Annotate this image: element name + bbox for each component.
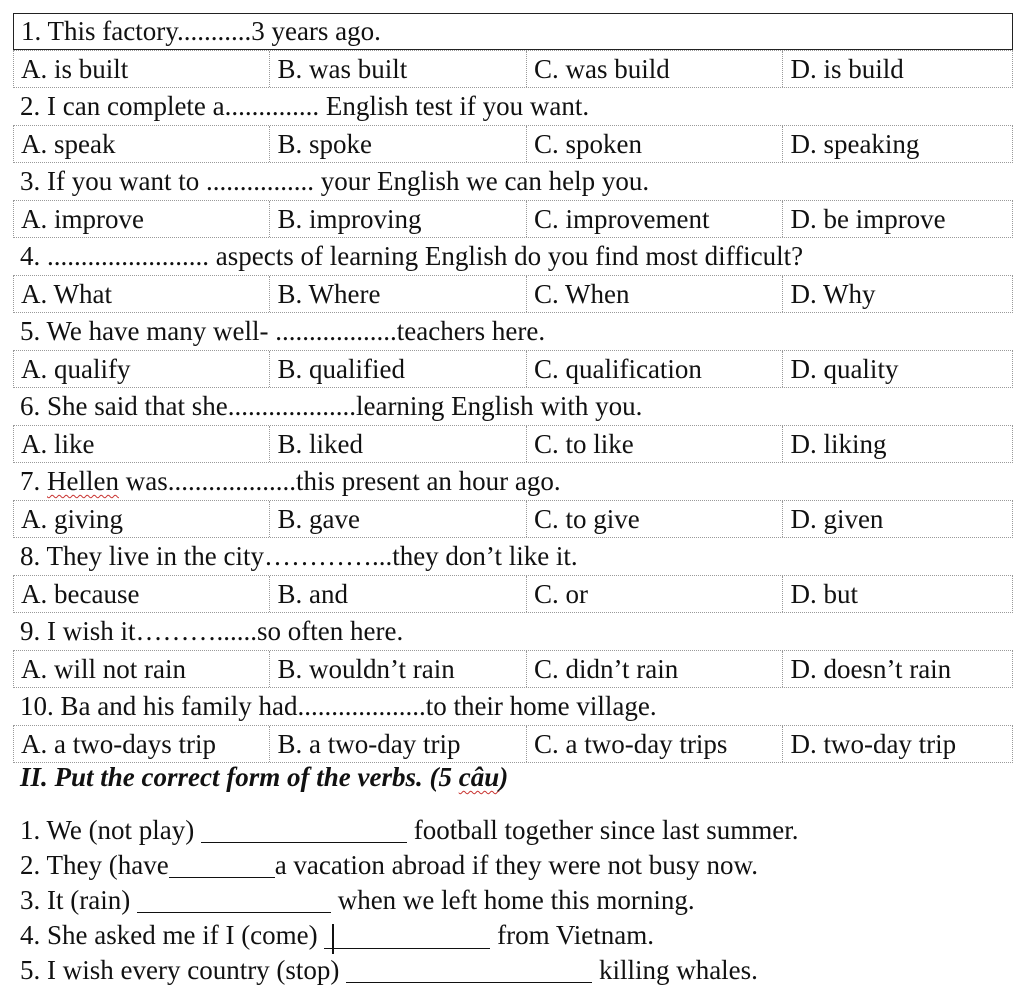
option-5a: A. qualify <box>14 351 270 387</box>
question-row-3 <box>13 163 1013 200</box>
question-row-8 <box>13 538 1013 575</box>
verb-exercise-3 <box>20 883 798 918</box>
option-8b: B. and <box>270 576 526 612</box>
verb-exercise-4 <box>20 918 798 953</box>
options-row-7 <box>13 500 1013 538</box>
answer-blank-2[interactable] <box>169 851 275 878</box>
options-row-6 <box>13 425 1013 463</box>
question-text-1: 1. This factory...........3 years ago. <box>21 16 381 46</box>
option-6a: A. like <box>14 426 270 462</box>
option-7a: A. giving <box>14 501 270 537</box>
question-row-5 <box>13 313 1013 350</box>
option-6d: D. liking <box>790 429 887 459</box>
verb-exercise-2 <box>20 848 798 883</box>
exercise-1-text: 1. We (not play) <box>20 815 202 845</box>
option-7b: B. gave <box>270 501 526 537</box>
exercise-2-text-after: a vacation abroad if they were not busy now. <box>274 850 759 880</box>
spellcheck-flagged-word: Hellen <box>47 466 119 496</box>
question-text-6: 6. She said that she...................learning English with you. <box>20 391 643 421</box>
spellcheck-flagged-word-cau: câu <box>458 762 500 792</box>
option-10c: C. a two-day trips <box>527 726 783 762</box>
option-1c: C. was build <box>527 51 783 87</box>
answer-blank-1[interactable] <box>201 816 407 843</box>
option-1a: A. is built <box>14 51 270 87</box>
exercise-5-text: 5. I wish every country (stop) <box>20 955 347 985</box>
option-9a: A. will not rain <box>14 651 270 687</box>
question-row-2 <box>13 88 1013 125</box>
section-2-heading-end: ) <box>499 762 509 792</box>
question-text-2: 2. I can complete a.............. English test if you want. <box>20 91 590 121</box>
option-4a: A. What <box>14 276 270 312</box>
option-10b: B. a two-day trip <box>270 726 526 762</box>
question-text-5: 5. We have many well- ..................teachers here. <box>20 316 546 346</box>
options-row-2 <box>13 125 1013 163</box>
options-row-10 <box>13 725 1013 763</box>
question-row-10 <box>13 688 1013 725</box>
question-text-10: 10. Ba and his family had...................to their home village. <box>20 691 657 721</box>
question-text-9: 9. I wish it………......so often here. <box>20 616 404 646</box>
option-6c: C. to like <box>527 426 783 462</box>
question-row-9 <box>13 613 1013 650</box>
question-text-8: 8. They live in the city…………...they don’t like it. <box>20 541 578 571</box>
option-5b: B. qualified <box>270 351 526 387</box>
exercise-1-text-after: football together since last summer. <box>407 815 799 845</box>
answer-blank-5[interactable] <box>346 956 592 983</box>
option-2d: D. speaking <box>790 129 920 159</box>
option-8a: A. because <box>14 576 270 612</box>
option-3c: C. improvement <box>527 201 783 237</box>
option-9b: B. wouldn’t rain <box>270 651 526 687</box>
option-10d: D. two-day trip <box>790 729 957 759</box>
option-9d: D. doesn’t rain <box>790 654 952 684</box>
option-1b: B. was built <box>270 51 526 87</box>
option-3a: A. improve <box>14 201 270 237</box>
text-cursor <box>332 924 334 954</box>
question-row-6 <box>13 388 1013 425</box>
option-5d: D. quality <box>790 354 899 384</box>
question-text-7 <box>13 463 561 500</box>
options-row-9 <box>13 650 1013 688</box>
option-4c: C. When <box>527 276 783 312</box>
option-5c: C. qualification <box>527 351 783 387</box>
option-10a: A. a two-days trip <box>14 726 270 762</box>
section-2-heading-text: II. Put the correct form of the verbs. (5 <box>20 762 459 792</box>
option-8c: C. or <box>527 576 783 612</box>
options-row-5 <box>13 350 1013 388</box>
question-row-1 <box>13 13 1013 50</box>
option-2c: C. spoken <box>527 126 783 162</box>
option-3d: D. be improve <box>790 204 946 234</box>
exercise-5-text-after: killing whales. <box>592 955 758 985</box>
option-3b: B. improving <box>270 201 526 237</box>
option-2a: A. speak <box>14 126 270 162</box>
exercise-3-text: 3. It (rain) <box>20 885 137 915</box>
exercise-4-text-after: from Vietnam. <box>490 920 655 950</box>
options-row-1 <box>13 50 1013 88</box>
verb-exercise-5 <box>20 953 798 988</box>
multiple-choice-table <box>13 13 1013 763</box>
option-6b: B. liked <box>270 426 526 462</box>
option-4d: D. Why <box>790 279 876 309</box>
question-row-7 <box>13 463 1013 500</box>
question-row-4 <box>13 238 1013 275</box>
option-2b: B. spoke <box>270 126 526 162</box>
exercise-2-text: 2. They (have <box>20 850 169 880</box>
options-row-3 <box>13 200 1013 238</box>
answer-blank-3[interactable] <box>137 886 331 913</box>
option-4b: B. Where <box>270 276 526 312</box>
verb-exercise-1 <box>20 813 798 848</box>
options-row-8 <box>13 575 1013 613</box>
question-text-7-rest: was...................this present an hour ago. <box>118 466 561 496</box>
exercise-4-text: 4. She asked me if I (come) <box>20 920 325 950</box>
question-text-3: 3. If you want to ................ your English we can help you. <box>20 166 650 196</box>
question-number-7: 7. <box>20 466 47 496</box>
option-7c: C. to give <box>527 501 783 537</box>
exercise-3-text-after: when we left home this morning. <box>330 885 695 915</box>
option-9c: C. didn’t rain <box>527 651 783 687</box>
question-text-4: 4. ........................ aspects of learning English do you find most difficult? <box>20 241 804 271</box>
verb-exercise-list <box>20 813 798 988</box>
option-8d: D. but <box>790 579 858 609</box>
option-7d: D. given <box>790 504 884 534</box>
answer-blank-4[interactable] <box>324 922 490 949</box>
section-2-heading <box>20 762 508 793</box>
options-row-4 <box>13 275 1013 313</box>
option-1d: D. is build <box>790 54 904 84</box>
